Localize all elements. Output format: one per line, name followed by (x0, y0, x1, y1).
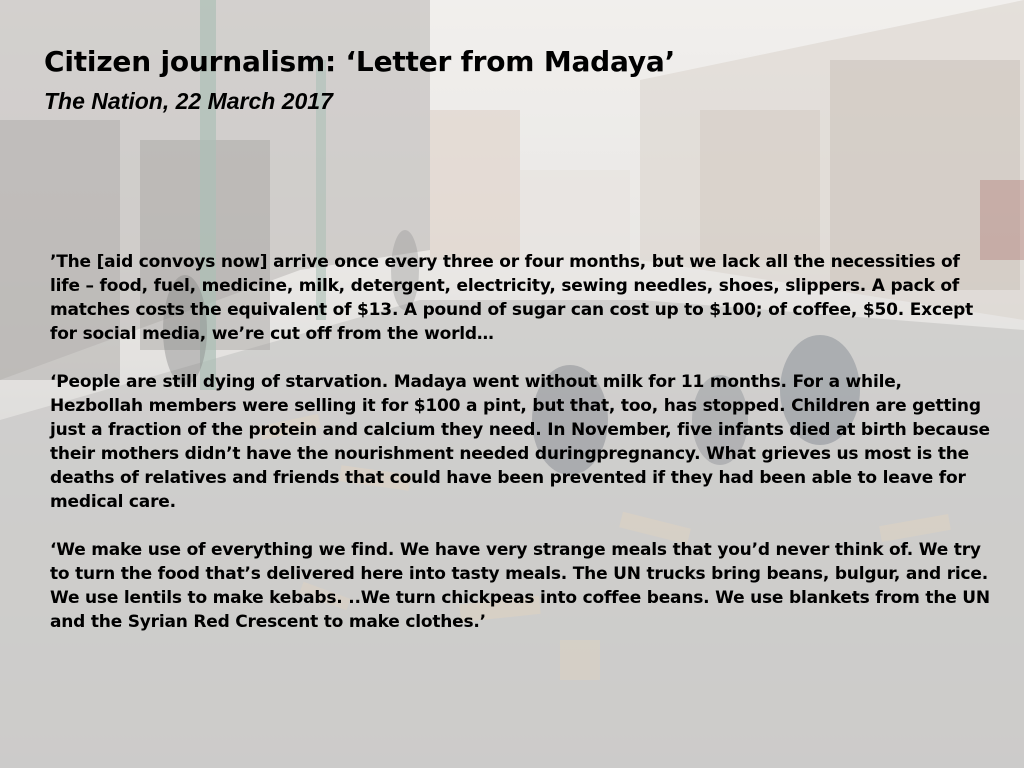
quote-paragraph: ‘We make use of everything we find. We have very strange meals that you’d never think of. We try to turn the food that’s delivered here into tasty meals. The UN trucks bring beans, bulgur, and rice. We use lentils to make kebabs. ..We turn chickpeas into coffee beans. We use blankets from the UN and the Syrian Red Crescent to make clothes.’ (50, 540, 990, 632)
quote-paragraph: ’The [aid convoys now] arrive once every three or four months, but we lack all the necessities of life – food, fuel, medicine, milk, detergent, electricity, sewing needles, shoes, slippers. A pack of matches costs the equivalent of $13. A pound of sugar can cost up to $100; of coffee, $50. Except for social media, we’re cut off from the world… (50, 252, 974, 344)
quote-paragraph: ‘People are still dying of starvation. Madaya went without milk for 11 months. For a while, Hezbollah members were selling it for $100 a pint, but that, too, has stopped. Children are getting just a fraction of the protein and calcium they need. In November, five infants died at birth because their mothers didn’t have the nourishment needed duringpregnancy. What grieves us most is the deaths of relatives and friends that could have been prevented if they had been able to leave for medical care. (50, 372, 990, 512)
quote-body (50, 250, 990, 658)
slide-title: Citizen journalism: ‘Letter from Madaya’ (44, 45, 676, 78)
slide-subtitle: The Nation, 22 March 2017 (44, 88, 333, 114)
